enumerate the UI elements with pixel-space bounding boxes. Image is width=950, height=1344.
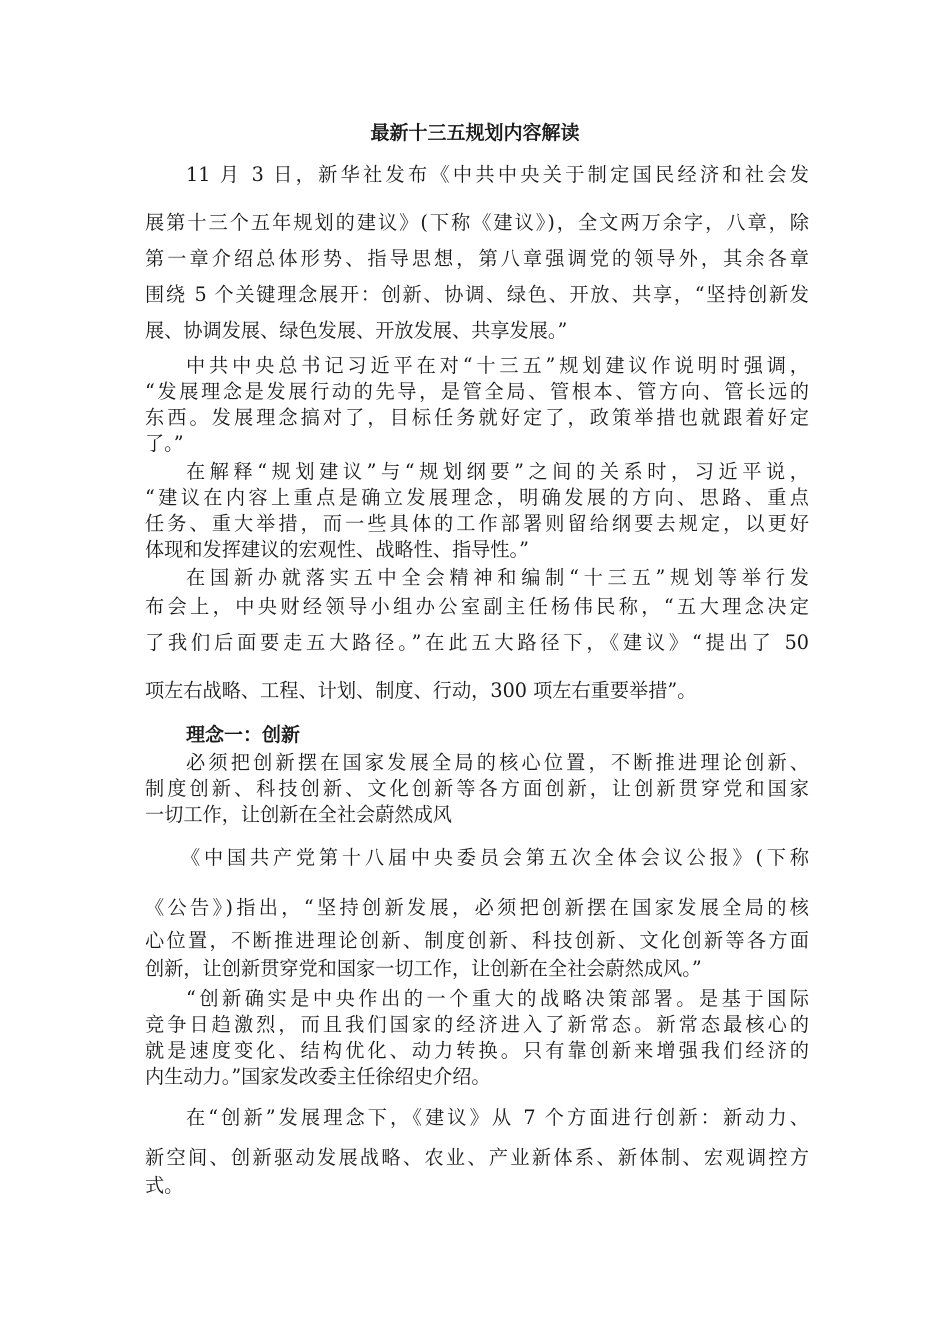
paragraph-line: 新空间、创新驱动发展战略、农业、产业新体系、新体制、宏观调控方 bbox=[145, 1146, 809, 1169]
paragraph-line: 了。” bbox=[145, 432, 184, 455]
section-paragraph-1 bbox=[145, 750, 809, 828]
paragraph-line: “建议在内容上重点是确立发展理念，明确发展的方向、思路、重点 bbox=[145, 486, 809, 509]
paragraph-line: “发展理念是发展行动的先导，是管全局、管根本、管方向、管长远的 bbox=[145, 380, 809, 403]
paragraph-line: 就是速度变化、结构优化、动力转换。只有靠创新来增强我们经济的 bbox=[145, 1039, 809, 1062]
paragraph-1 bbox=[145, 157, 809, 349]
paragraph-line: 东西。发展理念搞对了，目标任务就好定了，政策举措也就跟着好定 bbox=[145, 406, 809, 429]
paragraph-4 bbox=[145, 565, 809, 713]
section-paragraph-3 bbox=[145, 986, 809, 1090]
paragraph-line: “创新确实是中央作出的一个重大的战略决策部署。是基于国际 bbox=[186, 987, 809, 1010]
paragraph-line: 项左右战略、工程、计划、制度、行动，300 项左右重要举措”。 bbox=[145, 679, 697, 702]
paragraph-line: 中共中央总书记习近平在对“十三五”规划建议作说明时强调， bbox=[186, 354, 809, 377]
paragraph-line: 在国新办就落实五中全会精神和编制“十三五”规划等举行发 bbox=[186, 566, 809, 589]
paragraph-line: 第一章介绍总体形势、指导思想，第八章强调党的领导外，其余各章 bbox=[145, 247, 809, 270]
paragraph-line: 内生动力。”国家发改委主任徐绍史介绍。 bbox=[145, 1065, 491, 1088]
section-heading: 理念一：创新 bbox=[186, 724, 301, 746]
paragraph-line: 心位置，不断推进理论创新、制度创新、科技创新、文化创新等各方面 bbox=[145, 929, 809, 952]
paragraph-line: 在解释“规划建议”与“规划纲要”之间的关系时，习近平说， bbox=[186, 460, 809, 483]
paragraph-line: 体现和发挥建议的宏观性、战略性、指导性。” bbox=[145, 538, 529, 561]
paragraph-line: 《公告》)指出，“坚持创新发展，必须把创新摆在国家发展全局的核 bbox=[145, 896, 809, 919]
paragraph-line: 在“创新”发展理念下，《建议》从 7 个方面进行创新：新动力、 bbox=[186, 1106, 809, 1129]
paragraph-line: 创新，让创新贯穿党和国家一切工作，让创新在全社会蔚然成风。” bbox=[145, 957, 702, 980]
paragraph-line: 布会上，中央财经领导小组办公室副主任杨伟民称，“五大理念决定 bbox=[145, 595, 809, 618]
section-paragraph-4 bbox=[145, 1100, 809, 1198]
paragraph-line: 任务、重大举措，而一些具体的工作部署则留给纲要去规定，以更好 bbox=[145, 512, 809, 535]
paragraph-line: 展第十三个五年规划的建议》(下称《建议》)，全文两万余字，八章，除 bbox=[145, 211, 809, 234]
document-title: 最新十三五规划内容解读 bbox=[370, 122, 580, 144]
paragraph-line: 11 月 3 日，新华社发布《中共中央关于制定国民经济和社会发 bbox=[186, 163, 809, 186]
paragraph-line: 必须把创新摆在国家发展全局的核心位置，不断推进理论创新、 bbox=[186, 751, 809, 774]
paragraph-line: 一切工作，让创新在全社会蔚然成风 bbox=[145, 803, 452, 826]
paragraph-line: 式。 bbox=[145, 1174, 184, 1197]
paragraph-2 bbox=[145, 353, 809, 457]
paragraph-line: 制度创新、科技创新、文化创新等各方面创新，让创新贯穿党和国家 bbox=[145, 777, 809, 800]
paragraph-line: 《中国共产党第十八届中央委员会第五次全体会议公报》(下称 bbox=[181, 846, 809, 869]
paragraph-3 bbox=[145, 459, 809, 563]
section-paragraph-2 bbox=[145, 842, 809, 982]
paragraph-line: 了我们后面要走五大路径。”在此五大路径下，《建议》“提出了 50 bbox=[145, 631, 809, 654]
paragraph-line: 竞争日趋激烈，而且我们国家的经济进入了新常态。新常态最核心的 bbox=[145, 1013, 809, 1036]
paragraph-line: 围绕 5 个关键理念展开：创新、协调、绿色、开放、共享，“坚持创新发 bbox=[145, 283, 809, 306]
paragraph-line: 展、协调发展、绿色发展、开放发展、共享发展。” bbox=[145, 319, 568, 342]
